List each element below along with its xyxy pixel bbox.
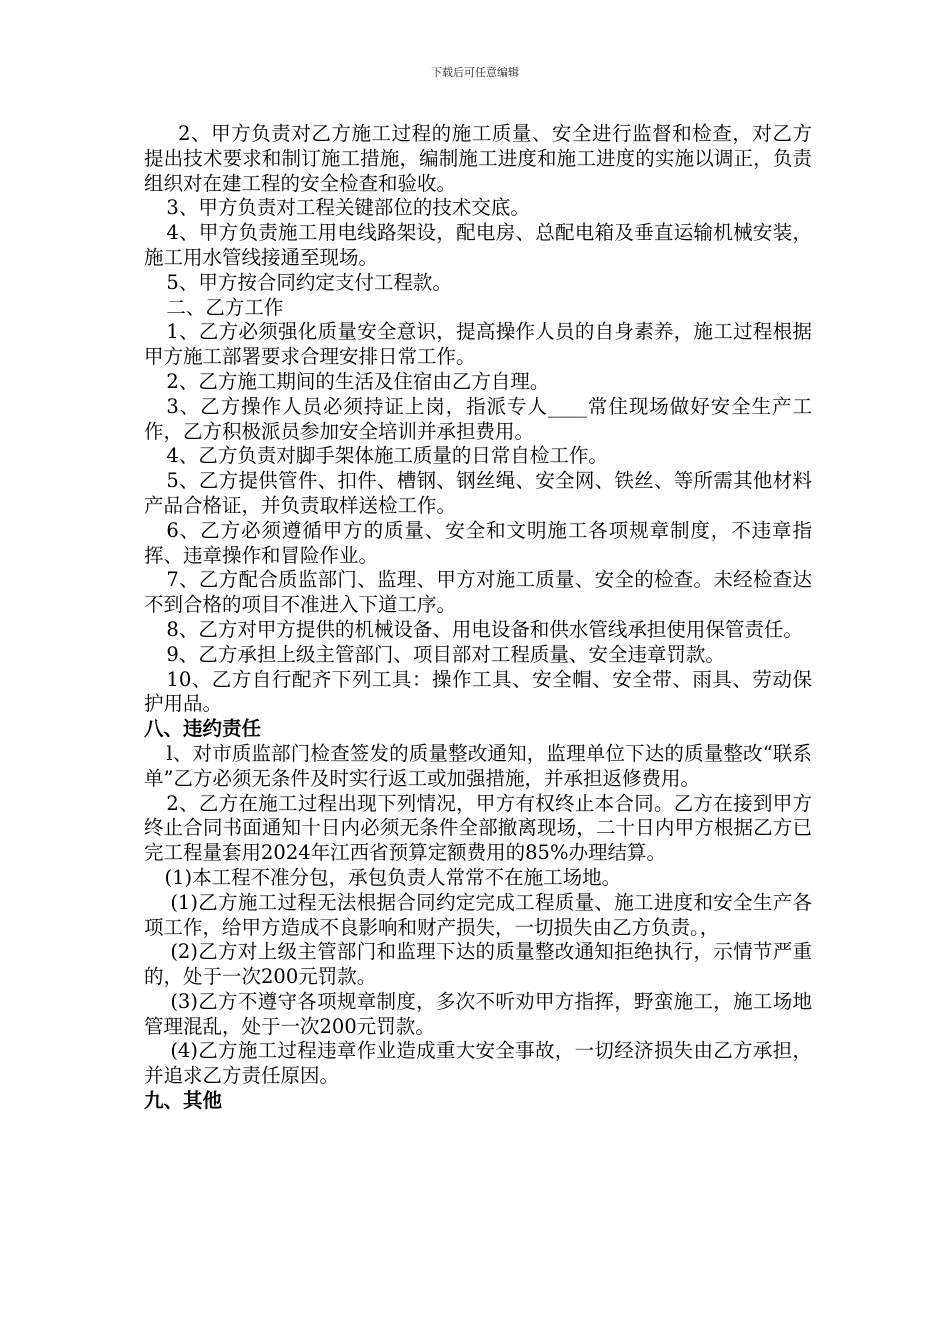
paragraph: 4、乙方负责对脚手架体施工质量的日常自检工作。 <box>166 444 608 468</box>
paragraph: (3)乙方不遵守各项规章制度，多次不听劝甲方指挥，野蛮施工，施工场地管理混乱，处于一次200元罚款。 <box>144 989 812 1038</box>
paragraph: 8、乙方对甲方提供的机械设备、用电设备和供水管线承担使用保管责任。 <box>166 617 803 641</box>
paragraph: 7、乙方配合质监部门、监理、甲方对施工质量、安全的检查。未经检查达不到合格的项目不准进入下道工序。 <box>144 568 812 617</box>
paragraph: (2)乙方对上级主管部门和监理下达的质量整改通知拒绝执行，示情节严重的，处于一次200元罚款。 <box>144 940 812 989</box>
paragraph: 2、甲方负责对乙方施工过程的施工质量、安全进行监督和检查，对乙方提出技术要求和制订施工措施，编制施工进度和施工进度的实施以调正，负责组织对在建工程的安全检查和验收。 <box>144 122 812 195</box>
paragraph: 2、乙方在施工过程出现下列情况，甲方有权终止本合同。乙方在接到甲方终止合同书面通知十日内必须无条件全部撤离现场，二十日内甲方根据乙方已完工程量套用2024年江西省预算定额费用的85%办理结算。 <box>144 791 812 865</box>
paragraph: 5、甲方按合同约定支付工程款。 <box>166 270 452 294</box>
paragraph: (4)乙方施工过程违章作业造成重大安全事故，一切经济损失由乙方承担，并追求乙方责任原因。 <box>144 1039 812 1088</box>
paragraph: (1)乙方施工过程无法根据合同约定完成工程质量、施工进度和安全生产各项工作，给甲方造成不良影响和财产损失，一切损失由乙方负责。， <box>144 890 812 939</box>
paragraph: 二、乙方工作 <box>166 295 284 319</box>
paragraph: 4、甲方负责施工用电线路架设，配电房、总配电箱及垂直运输机械安装，施工用水管线接通至现场。 <box>144 221 812 269</box>
page-header-note: 下载后可任意编辑 <box>431 66 519 79</box>
paragraph: 3、乙方操作人员必须持证上岗，指派专人____常住现场做好安全生产工作，乙方积极派员参加安全培训并承担费用。 <box>144 394 812 443</box>
section-heading: 八、违约责任 <box>144 717 262 741</box>
paragraph: 6、乙方必须遵循甲方的质量、安全和文明施工各项规章制度，不违章指挥、违章操作和冒险作业。 <box>144 518 812 567</box>
paragraph: 2、乙方施工期间的生活及住宿由乙方自理。 <box>166 369 550 393</box>
paragraph: 1、乙方必须强化质量安全意识，提高操作人员的自身素养，施工过程根据甲方施工部署要求合理安排日常工作。 <box>144 320 812 369</box>
document-body <box>144 122 812 1114</box>
paragraph: 5、乙方提供管件、扣件、槽钢、钢丝绳、安全网、铁丝、等所需其他材料产品合格证，并负责取样送检工作。 <box>144 469 812 517</box>
paragraph: l、对市质监部门检查签发的质量整改通知，监理单位下达的质量整改“联系单”乙方必须无条件及时实行返工或加强措施，并承担返修费用。 <box>144 741 812 790</box>
section-heading: 九、其他 <box>144 1089 223 1113</box>
paragraph: 3、甲方负责对工程关键部位的技术交底。 <box>166 196 530 220</box>
paragraph: 10、乙方自行配齐下列工具：操作工具、安全帽、安全带、雨具、劳动保护用品。 <box>144 667 812 716</box>
paragraph: (1)本工程不准分包，承包负责人常常不在施工场地。 <box>164 865 622 889</box>
paragraph: 9、乙方承担上级主管部门、项目部对工程质量、安全违章罚款。 <box>166 642 725 666</box>
